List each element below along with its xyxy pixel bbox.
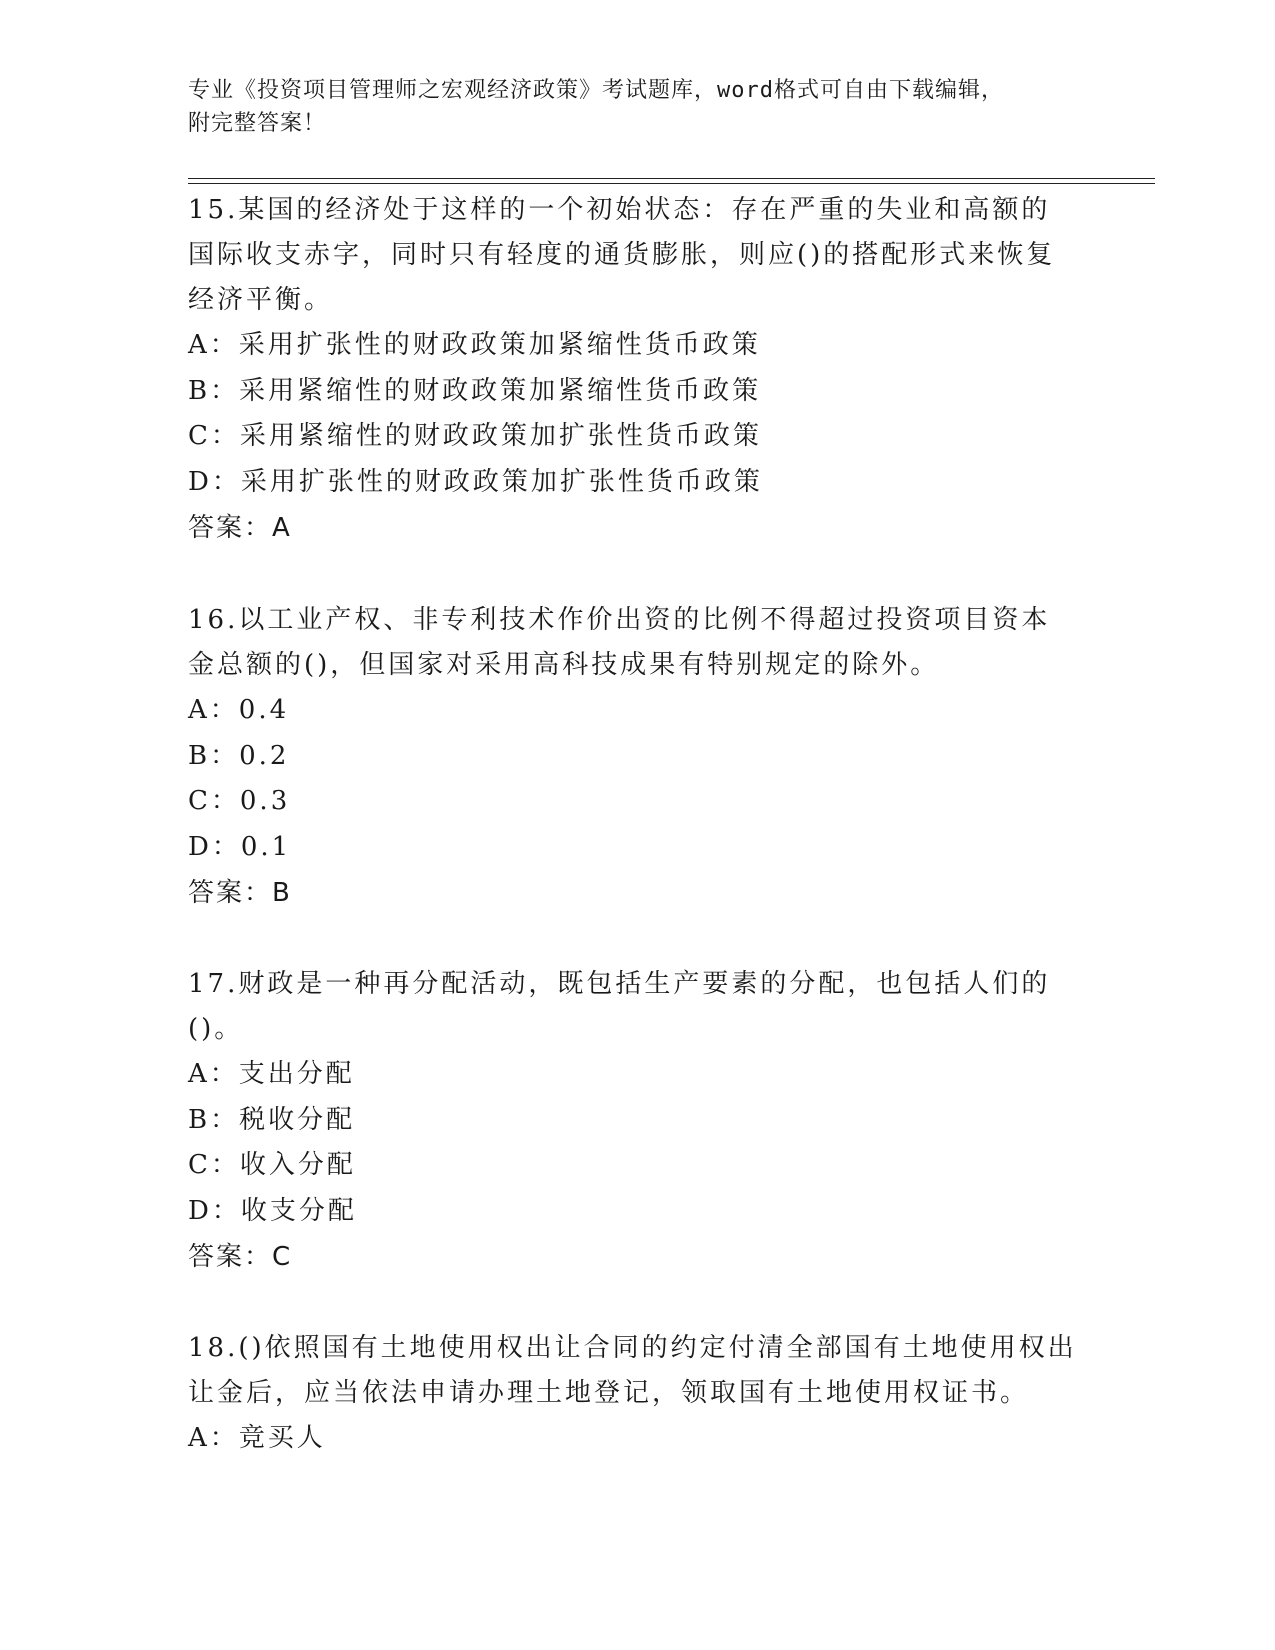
option-a: A：采用扩张性的财政政策加紧缩性货币政策 <box>188 330 761 360</box>
question-stem: 18.()依照国有土地使用权出让合同的约定付清全部国有土地使用权出让金后，应当依法申请办理土地登记，领取国有土地使用权证书。 <box>188 1333 1077 1408</box>
header-line-2: 附完整答案！ <box>188 111 327 136</box>
option-c: C：收入分配 <box>188 1150 356 1180</box>
answer: 答案：A <box>188 513 292 543</box>
answer: 答案：B <box>188 878 292 908</box>
question-18 <box>188 1326 1078 1462</box>
answer: 答案：C <box>188 1242 293 1272</box>
header-divider-bottom <box>188 183 1155 184</box>
option-b: B：采用紧缩性的财政政策加紧缩性货币政策 <box>188 375 762 406</box>
option-a: A：0.4 <box>188 695 290 725</box>
header-line-1: 专业《投资项目管理师之宏观经济政策》考试题库，word格式可自由下载编辑， <box>188 78 1004 103</box>
option-a: A：竞买人 <box>188 1423 326 1453</box>
option-d: D：收支分配 <box>188 1195 357 1226</box>
option-c: C：0.3 <box>188 786 291 816</box>
option-a: A：支出分配 <box>188 1059 355 1089</box>
header-divider-top <box>188 178 1155 179</box>
question-16 <box>188 598 1078 916</box>
question-stem: 17.财政是一种再分配活动，既包括生产要素的分配，也包括人们的()。 <box>188 969 1051 1044</box>
option-c: C：采用紧缩性的财政政策加扩张性货币政策 <box>188 421 762 451</box>
option-d: D：0.1 <box>188 831 292 862</box>
question-17 <box>188 962 1078 1280</box>
question-15 <box>188 188 1078 551</box>
question-stem: 16.以工业产权、非专利技术作价出资的比例不得超过投资项目资本金总额的()，但国家对采用高科技成果有特别规定的除外。 <box>188 605 1051 680</box>
question-stem: 15.某国的经济处于这样的一个初始状态：存在严重的失业和高额的国际收支赤字，同时只有轻度的通货膨胀，则应()的搭配形式来恢复经济平衡。 <box>188 195 1056 315</box>
option-d: D：采用扩张性的财政政策加扩张性货币政策 <box>188 466 763 497</box>
option-b: B：0.2 <box>188 740 290 771</box>
option-b: B：税收分配 <box>188 1104 356 1135</box>
document-header <box>188 74 1088 140</box>
